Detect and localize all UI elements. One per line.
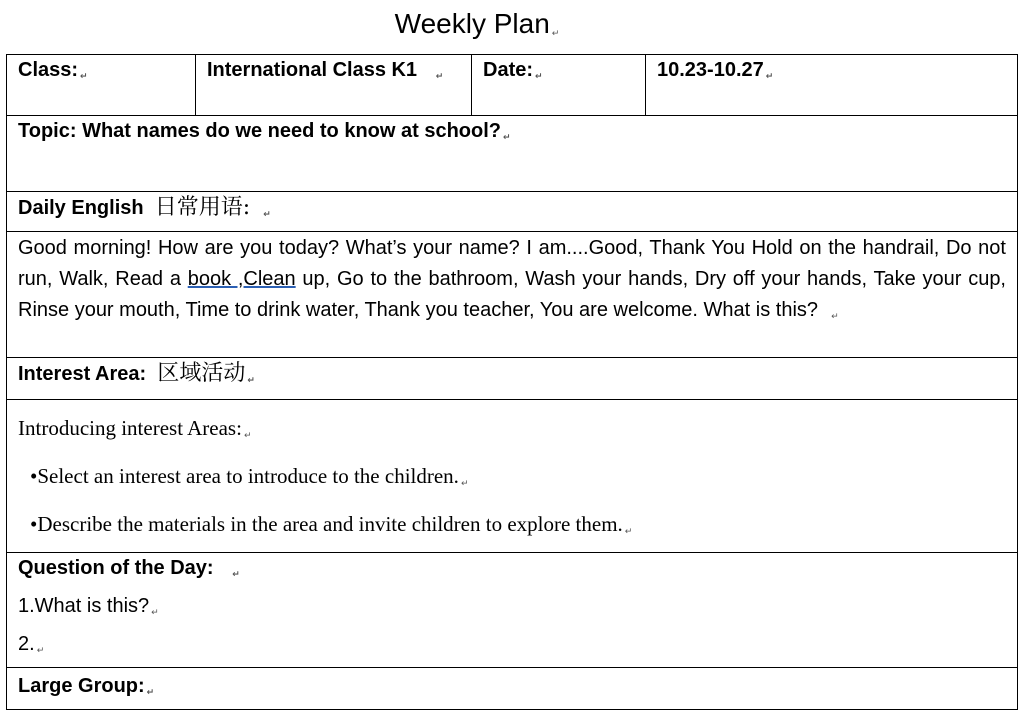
paragraph-mark-icon: ↵ — [36, 646, 45, 656]
paragraph-mark-icon: ↵ — [831, 312, 839, 322]
daily-english-text-end: up, Go to the bathroom, Wash your hands, Dry off your hands, Take your cup, Rinse your mouth, Time to drink water, Thank you teacher, You are welcome. What is this? — [18, 268, 1006, 321]
topic-cell — [7, 116, 1018, 192]
paragraph-mark-icon: ↵ — [460, 479, 469, 489]
question-of-day-label-line — [18, 553, 1006, 591]
paragraph-mark-icon: ↵ — [535, 72, 543, 82]
page-title — [0, 6, 954, 52]
question-item-1 — [18, 591, 1006, 629]
interest-area-intro-line — [18, 408, 1006, 456]
large-group-row — [7, 668, 1018, 710]
daily-english-header-cell — [7, 192, 1018, 232]
interest-area-header-row — [7, 358, 1018, 400]
date-value-cell — [646, 55, 1018, 116]
daily-english-cell — [7, 232, 1018, 358]
question-text: 2. — [18, 633, 35, 655]
topic-row — [7, 116, 1018, 192]
question-of-day-row — [7, 553, 1018, 668]
paragraph-mark-icon: ↵ — [151, 608, 159, 618]
paragraph-mark-icon: ↵ — [146, 688, 155, 698]
paragraph-mark-icon: ↵ — [624, 527, 633, 537]
class-label: Class: — [18, 59, 79, 81]
date-value: 10.23-10.27 — [657, 59, 764, 81]
date-label-cell — [472, 55, 646, 116]
paragraph-mark-icon: ↵ — [765, 72, 774, 82]
class-label-cell — [7, 55, 196, 116]
interest-area-cell — [7, 400, 1018, 553]
class-value-cell — [196, 55, 472, 116]
large-group-label: Large Group: — [18, 675, 145, 697]
question-item-2 — [18, 629, 1006, 667]
header-row — [7, 55, 1018, 116]
interest-area-bullet-1 — [18, 456, 1006, 504]
paragraph-mark-icon: ↵ — [263, 210, 271, 220]
large-group-cell — [7, 668, 1018, 710]
bullet-text: •Describe the materials in the area and invite children to explore them. — [30, 512, 623, 536]
daily-english-text: Good morning! How are you today? What’s your name? I am....Good, Thank You Hold on the handrail, Do not run, Walk, Read a — [18, 237, 1006, 290]
daily-english-label: Daily English — [18, 197, 144, 219]
question-of-day-cell — [7, 553, 1018, 668]
title-text: Weekly Plan — [394, 8, 550, 39]
date-label: Date: — [483, 59, 534, 81]
paragraph-mark-icon: ↵ — [243, 431, 252, 441]
class-value: International Class K1 — [207, 59, 418, 81]
interest-area-intro: Introducing interest Areas: — [18, 416, 242, 440]
interest-area-header-cell — [7, 358, 1018, 400]
bullet-text: •Select an interest area to introduce to the children. — [30, 464, 459, 488]
paragraph-mark-icon: ↵ — [247, 376, 255, 386]
paragraph-mark-icon: ↵ — [435, 72, 444, 82]
daily-english-underlined: book ,Clean — [187, 268, 296, 290]
paragraph-mark-icon: ↵ — [232, 570, 240, 580]
interest-area-label: Interest Area: — [18, 363, 147, 385]
daily-english-label-cn: 日常用语: — [154, 195, 251, 220]
daily-english-row — [7, 232, 1018, 358]
interest-area-label-cn: 区域活动 — [157, 361, 246, 386]
weekly-plan-table — [6, 54, 1018, 710]
paragraph-mark-icon: ↵ — [503, 133, 511, 143]
paragraph-mark-icon: ↵ — [80, 72, 88, 82]
paragraph-mark-icon: ↵ — [551, 29, 560, 39]
question-of-day-label: Question of the Day: — [18, 557, 214, 579]
question-text: 1.What is this? — [18, 595, 150, 617]
interest-area-bullet-2 — [18, 504, 1006, 552]
interest-area-row — [7, 400, 1018, 553]
topic-text: Topic: What names do we need to know at school? — [18, 120, 501, 142]
daily-english-header-row — [7, 192, 1018, 232]
